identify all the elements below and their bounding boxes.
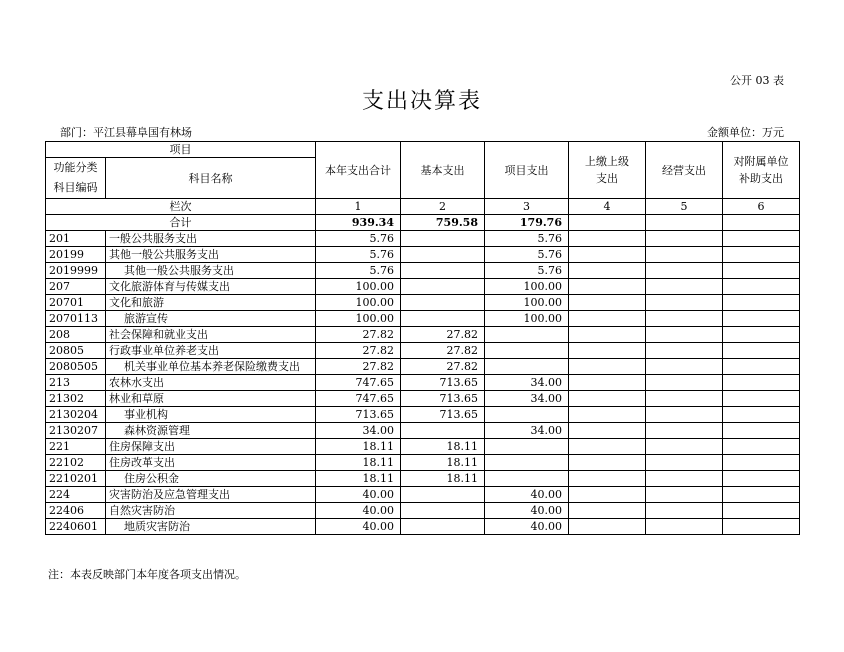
- row-total: 34.00: [316, 423, 401, 439]
- row-name: 行政事业单位养老支出: [106, 343, 316, 359]
- row-name: 住房公积金: [106, 471, 316, 487]
- header-subsidiary-line2: 补助支出: [739, 172, 783, 185]
- row-upper: [569, 247, 646, 263]
- row-total: 40.00: [316, 519, 401, 535]
- sum-row: [46, 215, 800, 231]
- row-project: 34.00: [485, 423, 569, 439]
- sum-upper: [569, 215, 646, 231]
- row-business: [646, 503, 723, 519]
- row-upper: [569, 359, 646, 375]
- col-num: 2: [401, 199, 485, 215]
- unit-label: 金额单位：万元: [707, 126, 784, 139]
- header-func-code: [46, 158, 106, 199]
- row-name: 文化旅游体育与传媒支出: [106, 279, 316, 295]
- header-total: 本年支出合计: [316, 142, 401, 199]
- row-code: 20805: [46, 343, 106, 359]
- row-subsidiary: [723, 471, 800, 487]
- header-upper-line2: 支出: [596, 172, 618, 185]
- form-code: 公开 03 表: [730, 74, 784, 87]
- row-subsidiary: [723, 279, 800, 295]
- row-upper: [569, 487, 646, 503]
- row-code: 21302: [46, 391, 106, 407]
- row-total: 747.65: [316, 375, 401, 391]
- row-code: 221: [46, 439, 106, 455]
- row-upper: [569, 423, 646, 439]
- row-basic: 713.65: [401, 407, 485, 423]
- row-code: 224: [46, 487, 106, 503]
- row-total: 5.76: [316, 231, 401, 247]
- row-code: 208: [46, 327, 106, 343]
- column-number-row: [46, 199, 800, 215]
- row-subsidiary: [723, 327, 800, 343]
- sum-label: 合计: [46, 215, 316, 231]
- table-row: [46, 519, 800, 535]
- row-business: [646, 375, 723, 391]
- row-project: [485, 439, 569, 455]
- table-row: [46, 375, 800, 391]
- table-row: [46, 423, 800, 439]
- row-code: 2019999: [46, 263, 106, 279]
- row-upper: [569, 231, 646, 247]
- row-upper: [569, 279, 646, 295]
- row-name: 灾害防治及应急管理支出: [106, 487, 316, 503]
- sum-subsidiary: [723, 215, 800, 231]
- row-subsidiary: [723, 263, 800, 279]
- row-total: 27.82: [316, 359, 401, 375]
- row-name: 旅游宣传: [106, 311, 316, 327]
- header-project-expense: 项目支出: [485, 142, 569, 199]
- row-name: 地质灾害防治: [106, 519, 316, 535]
- table-row: [46, 487, 800, 503]
- row-project: 5.76: [485, 231, 569, 247]
- row-total: 5.76: [316, 263, 401, 279]
- column-label: 栏次: [46, 199, 316, 215]
- row-project: 100.00: [485, 279, 569, 295]
- row-total: 100.00: [316, 311, 401, 327]
- row-business: [646, 247, 723, 263]
- row-name: 文化和旅游: [106, 295, 316, 311]
- row-business: [646, 407, 723, 423]
- row-project: 5.76: [485, 247, 569, 263]
- row-name: 森林资源管理: [106, 423, 316, 439]
- table-row: [46, 503, 800, 519]
- row-project: 40.00: [485, 519, 569, 535]
- row-business: [646, 327, 723, 343]
- table-row: [46, 455, 800, 471]
- row-name: 其他一般公共服务支出: [106, 247, 316, 263]
- row-upper: [569, 295, 646, 311]
- row-name: 事业机构: [106, 407, 316, 423]
- row-subsidiary: [723, 375, 800, 391]
- row-project: 100.00: [485, 311, 569, 327]
- row-total: 18.11: [316, 439, 401, 455]
- col-num: 1: [316, 199, 401, 215]
- row-upper: [569, 311, 646, 327]
- row-basic: 27.82: [401, 327, 485, 343]
- row-code: 2240601: [46, 519, 106, 535]
- row-business: [646, 295, 723, 311]
- row-name: 其他一般公共服务支出: [106, 263, 316, 279]
- row-subsidiary: [723, 487, 800, 503]
- row-total: 713.65: [316, 407, 401, 423]
- row-subsidiary: [723, 311, 800, 327]
- row-basic: [401, 263, 485, 279]
- row-business: [646, 231, 723, 247]
- table-row: [46, 391, 800, 407]
- table-row: [46, 327, 800, 343]
- row-upper: [569, 327, 646, 343]
- header-upper-line1: 上缴上级: [585, 155, 629, 168]
- row-name: 住房改革支出: [106, 455, 316, 471]
- header-row-1: [46, 142, 800, 158]
- row-business: [646, 311, 723, 327]
- header-func-code-line2: 科目编码: [53, 181, 98, 194]
- row-total: 100.00: [316, 279, 401, 295]
- col-num: 6: [723, 199, 800, 215]
- header-project: 项目: [46, 142, 316, 158]
- row-basic: [401, 279, 485, 295]
- row-upper: [569, 519, 646, 535]
- table-row: [46, 263, 800, 279]
- table-row: [46, 343, 800, 359]
- row-subsidiary: [723, 455, 800, 471]
- sum-project: 179.76: [485, 215, 569, 231]
- row-code: 2130207: [46, 423, 106, 439]
- header-subsidiary: [723, 142, 800, 199]
- row-code: 201: [46, 231, 106, 247]
- row-basic: 18.11: [401, 471, 485, 487]
- row-basic: 18.11: [401, 455, 485, 471]
- row-project: [485, 407, 569, 423]
- row-subsidiary: [723, 247, 800, 263]
- row-total: 40.00: [316, 487, 401, 503]
- row-code: 20199: [46, 247, 106, 263]
- col-num: 4: [569, 199, 646, 215]
- row-name: 社会保障和就业支出: [106, 327, 316, 343]
- row-code: 2070113: [46, 311, 106, 327]
- header-subsidiary-line1: 对附属单位: [733, 155, 789, 168]
- header-business: 经营支出: [646, 142, 723, 199]
- row-business: [646, 487, 723, 503]
- row-upper: [569, 471, 646, 487]
- table-row: [46, 279, 800, 295]
- row-subsidiary: [723, 359, 800, 375]
- row-project: 100.00: [485, 295, 569, 311]
- row-basic: 27.82: [401, 343, 485, 359]
- row-basic: 18.11: [401, 439, 485, 455]
- row-code: 22102: [46, 455, 106, 471]
- sum-business: [646, 215, 723, 231]
- row-upper: [569, 391, 646, 407]
- row-name: 一般公共服务支出: [106, 231, 316, 247]
- row-subsidiary: [723, 295, 800, 311]
- table-row: [46, 295, 800, 311]
- row-basic: 713.65: [401, 375, 485, 391]
- row-subsidiary: [723, 519, 800, 535]
- row-total: 747.65: [316, 391, 401, 407]
- sum-basic: 759.58: [401, 215, 485, 231]
- row-subsidiary: [723, 391, 800, 407]
- row-basic: [401, 423, 485, 439]
- row-name: 自然灾害防治: [106, 503, 316, 519]
- row-name: 林业和草原: [106, 391, 316, 407]
- row-business: [646, 391, 723, 407]
- footnote: 注：本表反映部门本年度各项支出情况。: [48, 568, 246, 581]
- row-subsidiary: [723, 407, 800, 423]
- row-code: 2080505: [46, 359, 106, 375]
- table-row: [46, 439, 800, 455]
- row-total: 18.11: [316, 455, 401, 471]
- row-project: [485, 471, 569, 487]
- row-subsidiary: [723, 439, 800, 455]
- row-subsidiary: [723, 423, 800, 439]
- row-subsidiary: [723, 343, 800, 359]
- row-code: 22406: [46, 503, 106, 519]
- row-business: [646, 343, 723, 359]
- row-upper: [569, 375, 646, 391]
- row-basic: [401, 487, 485, 503]
- row-total: 5.76: [316, 247, 401, 263]
- row-business: [646, 263, 723, 279]
- row-basic: [401, 311, 485, 327]
- department-label: 部门：平江县幕阜国有林场: [60, 126, 192, 139]
- row-business: [646, 471, 723, 487]
- expenditure-table: [45, 141, 800, 535]
- row-code: 207: [46, 279, 106, 295]
- row-total: 40.00: [316, 503, 401, 519]
- col-num: 3: [485, 199, 569, 215]
- row-basic: [401, 231, 485, 247]
- table-row: [46, 471, 800, 487]
- row-total: 27.82: [316, 327, 401, 343]
- row-upper: [569, 263, 646, 279]
- row-project: [485, 359, 569, 375]
- row-upper: [569, 503, 646, 519]
- row-total: 27.82: [316, 343, 401, 359]
- row-basic: [401, 295, 485, 311]
- row-upper: [569, 455, 646, 471]
- row-name: 机关事业单位基本养老保险缴费支出: [106, 359, 316, 375]
- row-project: [485, 343, 569, 359]
- row-upper: [569, 407, 646, 423]
- row-basic: 713.65: [401, 391, 485, 407]
- table-row: [46, 359, 800, 375]
- row-project: 34.00: [485, 391, 569, 407]
- row-project: 40.00: [485, 487, 569, 503]
- row-project: [485, 455, 569, 471]
- row-basic: [401, 503, 485, 519]
- row-business: [646, 455, 723, 471]
- row-subsidiary: [723, 503, 800, 519]
- row-code: 2130204: [46, 407, 106, 423]
- sum-total: 939.34: [316, 215, 401, 231]
- row-business: [646, 359, 723, 375]
- row-business: [646, 439, 723, 455]
- row-project: 40.00: [485, 503, 569, 519]
- row-name: 住房保障支出: [106, 439, 316, 455]
- row-business: [646, 519, 723, 535]
- page-title: 支出决算表: [361, 89, 482, 114]
- table-row: [46, 311, 800, 327]
- header-func-code-line1: 功能分类: [53, 161, 98, 174]
- meta-line: [60, 124, 784, 140]
- row-project: 5.76: [485, 263, 569, 279]
- row-code: 20701: [46, 295, 106, 311]
- row-upper: [569, 343, 646, 359]
- row-subsidiary: [723, 231, 800, 247]
- row-code: 2210201: [46, 471, 106, 487]
- col-num: 5: [646, 199, 723, 215]
- row-business: [646, 279, 723, 295]
- header-upper: [569, 142, 646, 199]
- header-basic: 基本支出: [401, 142, 485, 199]
- table-row: [46, 231, 800, 247]
- row-basic: [401, 247, 485, 263]
- row-code: 213: [46, 375, 106, 391]
- row-total: 100.00: [316, 295, 401, 311]
- row-basic: 27.82: [401, 359, 485, 375]
- row-project: [485, 327, 569, 343]
- table-row: [46, 407, 800, 423]
- table-row: [46, 247, 800, 263]
- row-total: 18.11: [316, 471, 401, 487]
- row-basic: [401, 519, 485, 535]
- row-business: [646, 423, 723, 439]
- header-subject-name: 科目名称: [106, 158, 316, 199]
- row-project: 34.00: [485, 375, 569, 391]
- row-name: 农林水支出: [106, 375, 316, 391]
- row-upper: [569, 439, 646, 455]
